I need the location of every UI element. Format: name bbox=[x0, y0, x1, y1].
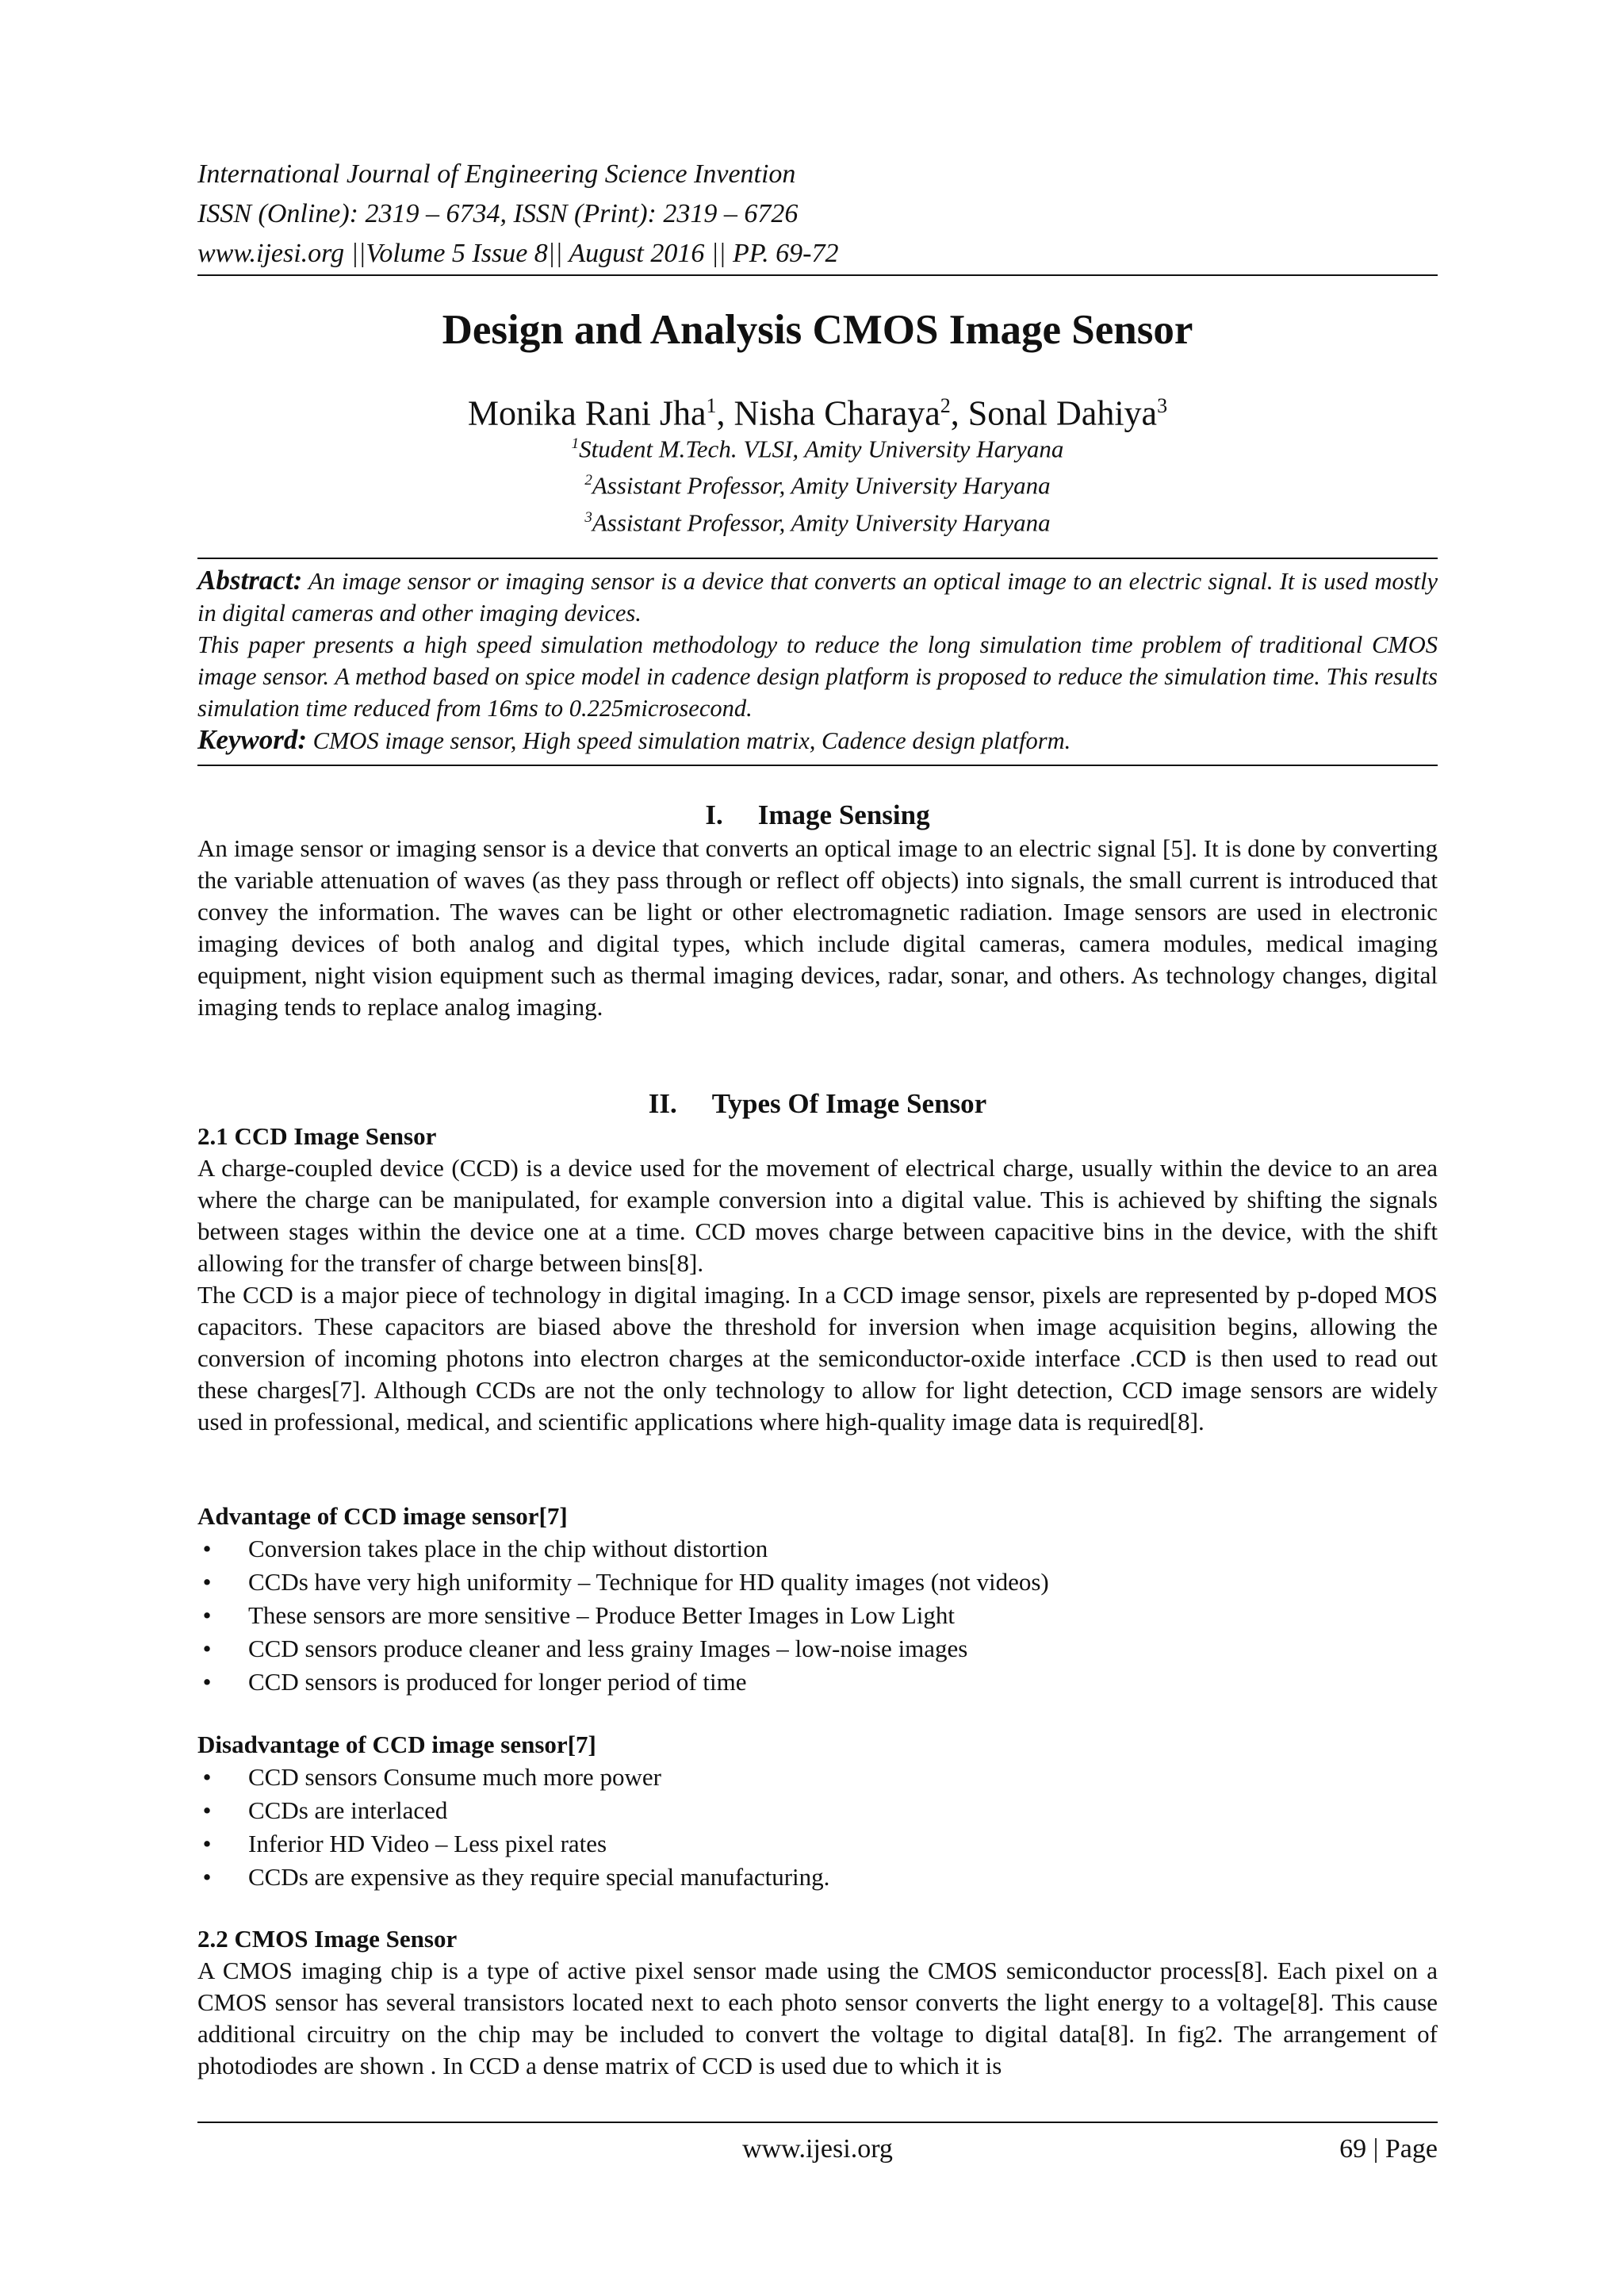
author-sup: 2 bbox=[940, 394, 951, 417]
list-item bbox=[197, 1665, 1438, 1699]
bullet-icon: • bbox=[202, 1763, 212, 1791]
bullet-icon: • bbox=[202, 1635, 212, 1662]
bullet-icon: • bbox=[202, 1601, 212, 1629]
list-item bbox=[197, 1566, 1438, 1599]
affiliations bbox=[197, 428, 1438, 539]
section-title: Image Sensing bbox=[757, 799, 930, 830]
abstract-para-2: This paper presents a high speed simulation methodology to reduce the long simulation time problem of traditional CMOS image sensor. A method based on spice model in cadence design platform is proposed to reduce the simulation time. This results simulation time reduced from 16ms to 0.225microsecond. bbox=[197, 631, 1438, 722]
abstract-bottom-rule bbox=[197, 765, 1438, 766]
affiliation-sup: 3 bbox=[584, 508, 592, 526]
keywords-line bbox=[197, 724, 1438, 757]
list-item bbox=[197, 1599, 1438, 1632]
author-name: Monika Rani Jha bbox=[467, 393, 707, 433]
journal-name: International Journal of Engineering Science Invention bbox=[197, 159, 796, 189]
list-item-text: Inferior HD Video – Less pixel rates bbox=[248, 1830, 607, 1857]
list-item-text: CCDs are interlaced bbox=[248, 1796, 448, 1824]
disadvantages-block bbox=[197, 1729, 1438, 1894]
disadvantages-heading: Disadvantage of CCD image sensor[7] bbox=[197, 1731, 596, 1758]
advantages-block bbox=[197, 1501, 1438, 1699]
abstract-block bbox=[197, 565, 1438, 757]
section-1-heading bbox=[197, 798, 1438, 833]
list-item bbox=[197, 1861, 1438, 1894]
affiliation-sup: 2 bbox=[584, 472, 592, 489]
page-number: 69 | Page bbox=[1339, 2134, 1438, 2164]
section-number: I. bbox=[705, 799, 723, 830]
abstract-label: Abstract: bbox=[197, 565, 303, 596]
list-item-text: Conversion takes place in the chip without distortion bbox=[248, 1535, 768, 1562]
ccd-paragraph-1: A charge-coupled device (CCD) is a device used for the movement of electrical charge, usually within the device to an area where the charge can be manipulated, for example conversion into a digital value. This is achieved by shifting the signals between stages within the device one at a time. CCD moves charge between capacitive bins in the device, with the shift allowing for the transfer of charge between bins[8]. bbox=[197, 1154, 1438, 1277]
list-item bbox=[197, 1761, 1438, 1794]
bullet-icon: • bbox=[202, 1796, 212, 1824]
section-1-paragraph: An image sensor or imaging sensor is a device that converts an optical image to an electric signal [5]. It is done by converting the variable attenuation of waves (as they pass through or reflect off objects) into signals, the small current is introduced that convey the information. The waves can be light or other electromagnetic radiation. Image sensors are used in electronic imaging devices of both analog and digital types, which include digital cameras, camera modules, medical imaging equipment, night vision equipment such as thermal imaging devices, radar, sonar, and others. As technology changes, digital imaging tends to replace analog imaging. bbox=[197, 834, 1438, 1021]
affiliation-line bbox=[197, 428, 1438, 465]
journal-issue-line: www.ijesi.org ||Volume 5 Issue 8|| August 2016 || PP. 69-72 bbox=[197, 239, 839, 268]
list-item bbox=[197, 1532, 1438, 1566]
keywords-text: CMOS image sensor, High speed simulation matrix, Cadence design platform. bbox=[307, 727, 1071, 754]
keyword-label: Keyword: bbox=[197, 724, 308, 755]
section-number: II. bbox=[648, 1088, 677, 1119]
list-item-text: CCD sensors produce cleaner and less grainy Images – low-noise images bbox=[248, 1635, 968, 1662]
bullet-icon: • bbox=[202, 1668, 212, 1696]
advantages-heading: Advantage of CCD image sensor[7] bbox=[197, 1502, 568, 1530]
subsection-2-2-heading: 2.2 CMOS Image Sensor bbox=[197, 1925, 458, 1953]
affiliation-text: Student M.Tech. VLSI, Amity University Haryana bbox=[579, 435, 1064, 463]
section-1-body bbox=[197, 833, 1438, 1023]
footer-site: www.ijesi.org bbox=[742, 2134, 893, 2164]
bullet-icon: • bbox=[202, 1863, 212, 1891]
cmos-paragraph: A CMOS imaging chip is a type of active pixel sensor made using the CMOS semiconductor process[8]. Each pixel on a CMOS sensor has several transistors located next to each photo sensor converts the light energy to a voltage[8]. This cause additional circuitry on the chip may be included to convert the voltage to digital data[8]. In fig2. The arrangement of photodiodes are shown . In CCD a dense matrix of CCD is used due to which it is bbox=[197, 1957, 1438, 2079]
paper-title: Design and Analysis CMOS Image Sensor bbox=[442, 307, 1193, 353]
affiliation-sup: 1 bbox=[571, 435, 580, 452]
journal-header bbox=[197, 155, 1438, 274]
advantages-list bbox=[197, 1532, 1438, 1699]
list-item-text: CCD sensors is produced for longer period of time bbox=[248, 1668, 747, 1696]
list-item-text: These sensors are more sensitive – Produce Better Images in Low Light bbox=[248, 1601, 956, 1629]
section-2-body bbox=[197, 1121, 1438, 1438]
affiliation-text: Assistant Professor, Amity University Haryana bbox=[592, 471, 1051, 500]
affiliation-line bbox=[197, 502, 1438, 539]
cmos-subsection bbox=[197, 1923, 1438, 2082]
author-name: Nisha Charaya bbox=[733, 393, 940, 433]
disadvantages-list bbox=[197, 1761, 1438, 1894]
list-item-text: CCDs have very high uniformity – Technique for HD quality images (not videos) bbox=[248, 1568, 1049, 1596]
footer-rule bbox=[197, 2122, 1438, 2123]
author-sup: 1 bbox=[706, 394, 717, 417]
journal-issn: ISSN (Online): 2319 – 6734, ISSN (Print): 2319 – 6726 bbox=[197, 199, 799, 228]
list-item-text: CCDs are expensive as they require special manufacturing. bbox=[248, 1863, 830, 1891]
affiliation-text: Assistant Professor, Amity University Haryana bbox=[592, 508, 1051, 536]
subsection-2-1-heading: 2.1 CCD Image Sensor bbox=[197, 1122, 437, 1150]
bullet-icon: • bbox=[202, 1535, 212, 1562]
author-name: Sonal Dahiya bbox=[967, 393, 1158, 433]
list-item-text: CCD sensors Consume much more power bbox=[248, 1763, 661, 1791]
abstract-text: An image sensor or imaging sensor is a device that converts an optical image to an electric signal. It is used mostly in digital cameras and other imaging devices. bbox=[197, 568, 1438, 627]
list-item bbox=[197, 1827, 1438, 1861]
list-item bbox=[197, 1794, 1438, 1827]
header-rule bbox=[197, 274, 1438, 276]
abstract-top-rule bbox=[197, 558, 1438, 559]
section-title: Types Of Image Sensor bbox=[711, 1088, 987, 1119]
ccd-paragraph-2: The CCD is a major piece of technology in digital imaging. In a CCD image sensor, pixels are represented by p-doped MOS capacitors. These capacitors are biased above the threshold for inversion when image acquisition begins, allowing the conversion of incoming photons into electron charges at the semiconductor-oxide interface .CCD is then used to read out these charges[7]. Although CCDs are not the only technology to allow for light detection, CCD image sensors are widely used in professional, medical, and scientific applications where high-quality image data is required[8]. bbox=[197, 1281, 1438, 1435]
list-item bbox=[197, 1632, 1438, 1665]
bullet-icon: • bbox=[202, 1568, 212, 1596]
author-sup: 3 bbox=[1157, 394, 1168, 417]
section-2-heading bbox=[197, 1087, 1438, 1121]
affiliation-line bbox=[197, 465, 1438, 501]
author-separator: , bbox=[716, 393, 734, 433]
abstract-para-1 bbox=[197, 565, 1438, 629]
bullet-icon: • bbox=[202, 1830, 212, 1857]
author-separator: , bbox=[950, 393, 968, 433]
